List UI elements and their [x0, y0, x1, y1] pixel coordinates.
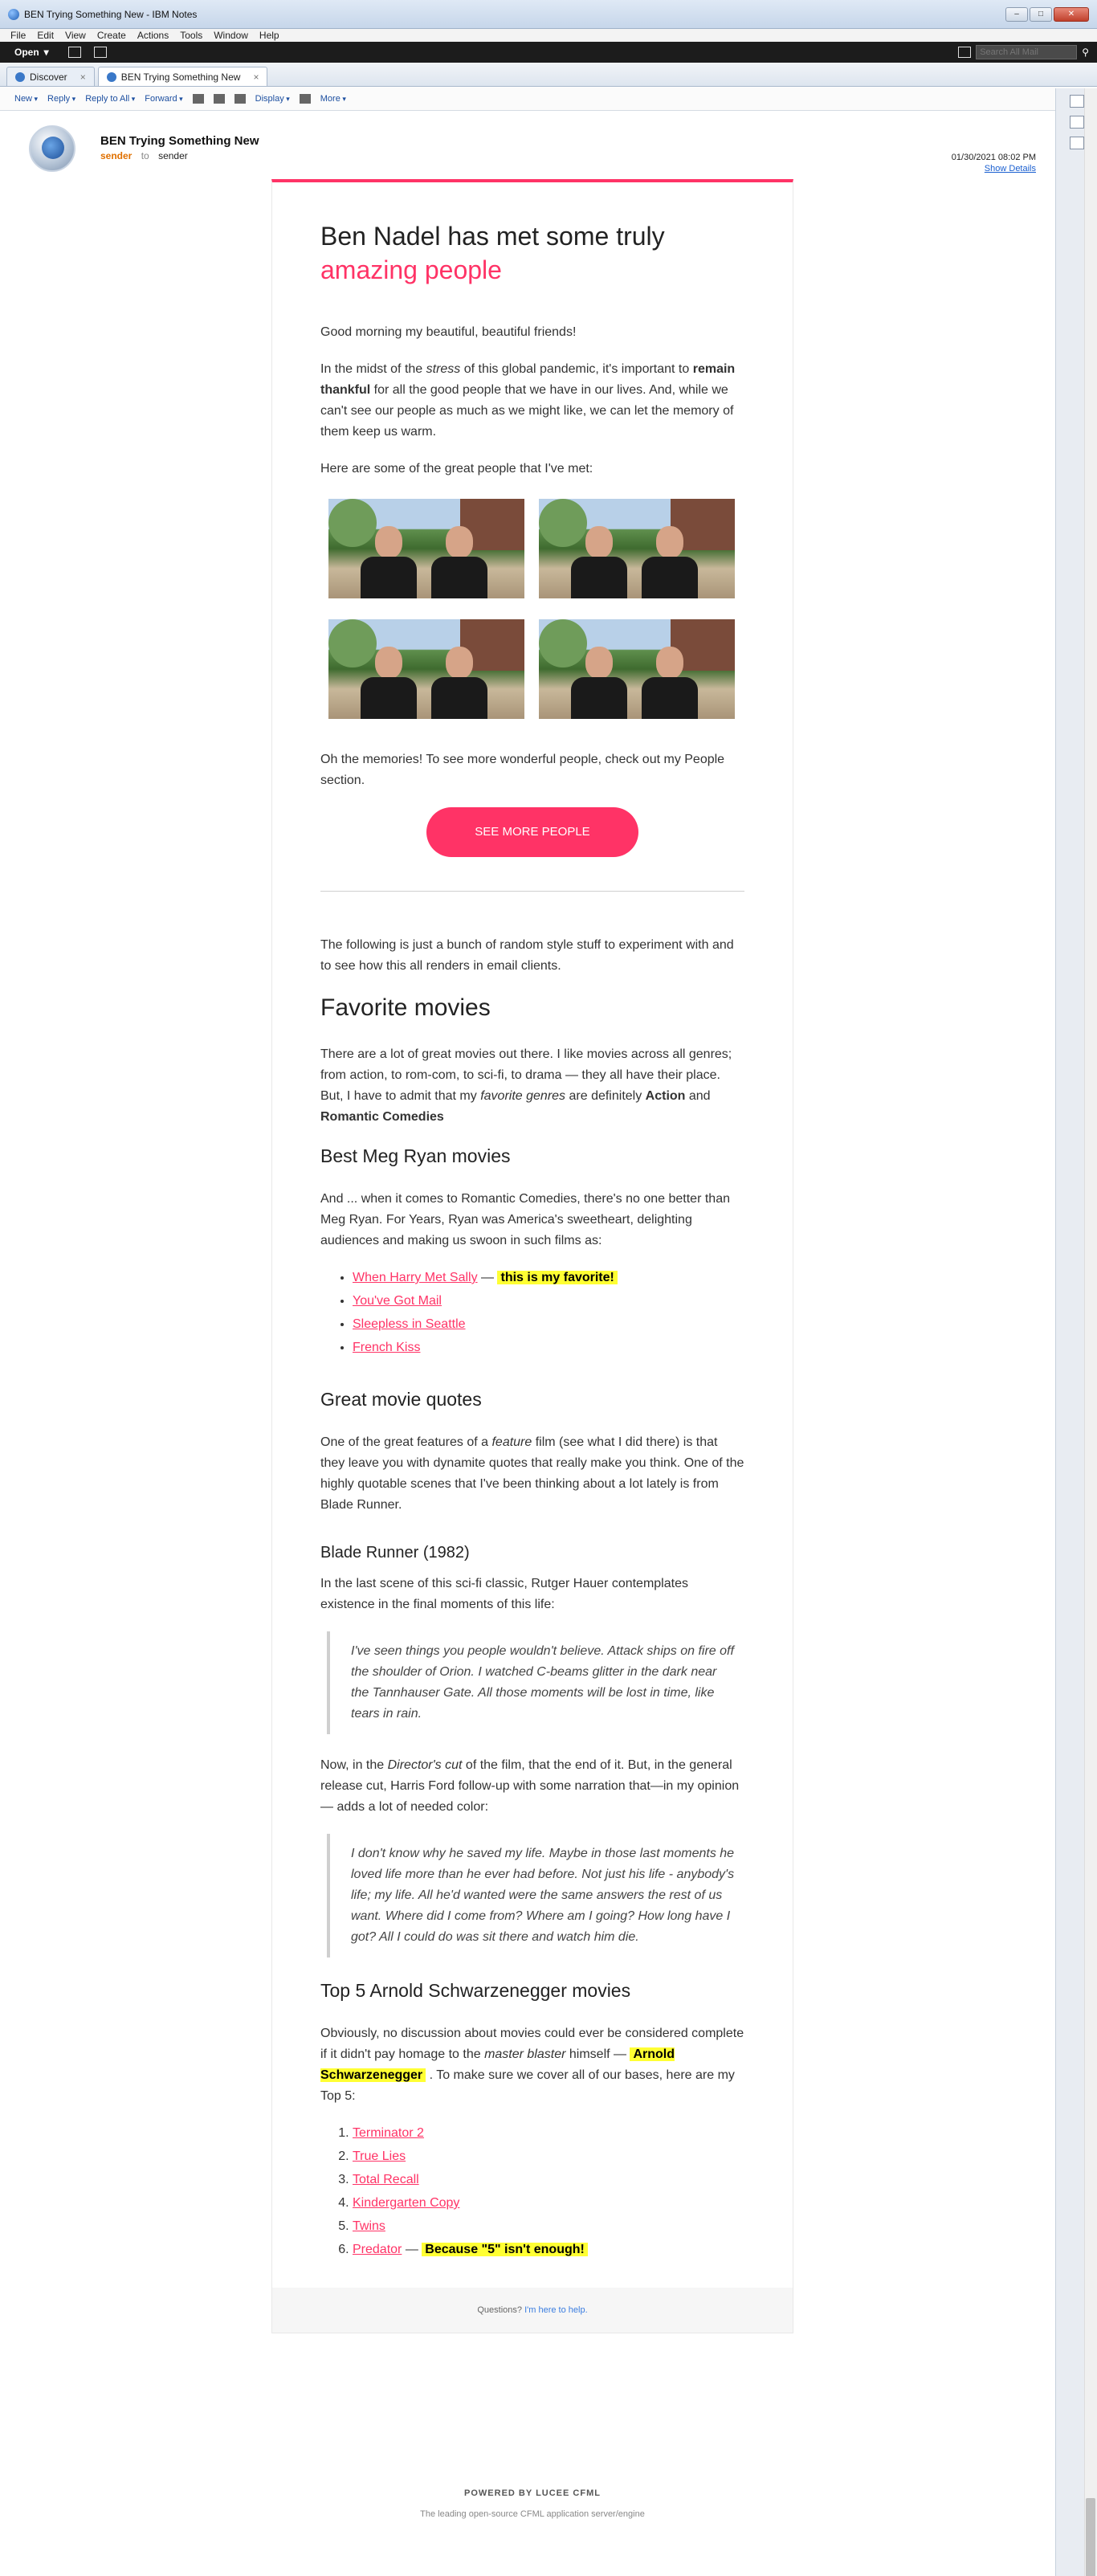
menu-window[interactable]: Window [214, 30, 248, 41]
folder-icon[interactable] [193, 94, 204, 104]
list-item [353, 2170, 744, 2190]
from-line [100, 150, 188, 161]
display-button[interactable]: Display ▾ [255, 94, 290, 104]
intro-paragraph [320, 359, 744, 443]
photo-grid [328, 499, 736, 719]
tab-bar [0, 63, 1097, 87]
menu-help[interactable]: Help [259, 30, 279, 41]
reply-all-button[interactable]: Reply to All ▾ [85, 94, 135, 104]
list-item [353, 2123, 744, 2144]
quote-tears-in-rain: I've seen things you people wouldn't believe. Attack ships on fire off the shoulder of Orion. I watched C-beams glitter in the dark near the Tannhauser Gate. All those moments will be lost in time, like tears in rain. [327, 1631, 744, 1734]
movie-link[interactable]: Twins [353, 2219, 385, 2233]
movie-quotes-heading: Great movie quotes [320, 1389, 482, 1410]
message-date: 01/30/2021 08:02 PM [951, 153, 1036, 162]
footer-question: Questions? [477, 2305, 523, 2315]
menu-edit[interactable]: Edit [37, 30, 55, 41]
quote-narration: I don't know why he saved my life. Maybe in those last moments he loved life more than he ever had before. Not just his life - anybody's life; my life. All he'd wanted were the same answers the rest of us want. Where did I come from? Where am I going? How long have I got? All I could do was sit there and watch him die. [327, 1834, 744, 1958]
avatar [29, 125, 75, 172]
menu-tools[interactable]: Tools [180, 30, 203, 41]
close-tab-icon[interactable]: × [253, 71, 259, 83]
email-footer [272, 2288, 793, 2333]
text: of this global pandemic, it's important to [460, 362, 693, 376]
text: — [402, 2243, 422, 2256]
arnold-heading: Top 5 Arnold Schwarzenegger movies [320, 1980, 631, 2001]
sender-name[interactable]: sender [100, 150, 133, 161]
menu-create[interactable]: Create [96, 30, 126, 41]
blade-runner-intro: In the last scene of this sci-fi classic, Rutger Hauer contemplates existence in the final moments of this life: [320, 1577, 688, 1611]
mail-icon[interactable] [68, 47, 81, 58]
sametime-icon[interactable] [1070, 95, 1084, 108]
hero-title [320, 219, 744, 287]
more-button[interactable]: More ▾ [320, 94, 346, 104]
menu-actions[interactable]: Actions [137, 30, 169, 41]
movie-link[interactable]: Kindergarten Copy [353, 2196, 460, 2210]
text: Obviously, no discussion about movies could ever be considered complete if it didn't pay homage to the [320, 2027, 744, 2061]
favorite-movies-heading: Favorite movies [320, 994, 491, 1021]
text-emphasis: favorite genres [480, 1089, 566, 1103]
random-paragraph: The following is just a bunch of random style stuff to experiment with and to see how this all renders in email clients. [320, 938, 734, 973]
message-subject: BEN Trying Something New [100, 134, 259, 148]
list-item [353, 2146, 744, 2167]
text-emphasis: Director's cut [387, 1758, 463, 1772]
text: One of the great features of a [320, 1435, 492, 1449]
search-input[interactable] [976, 45, 1077, 59]
movie-link[interactable]: True Lies [353, 2149, 406, 2163]
greeting: Good morning my beautiful, beautiful friends! [320, 325, 577, 339]
great-people-line: Here are some of the great people that I've met: [320, 462, 593, 476]
text-emphasis: master blaster [484, 2047, 566, 2061]
text-strong: Action [645, 1089, 686, 1103]
list-item [353, 2239, 744, 2260]
memories-paragraph: Oh the memories! To see more wonderful people, check out my People section. [320, 753, 725, 787]
calendar-side-icon[interactable] [1070, 116, 1084, 129]
tab-discover[interactable] [6, 67, 95, 86]
main-toolbar [0, 42, 1097, 63]
help-link[interactable]: I'm here to help. [524, 2305, 588, 2315]
see-more-people-button[interactable]: SEE MORE PEOPLE [426, 807, 638, 857]
forward-button[interactable]: Forward ▾ [145, 94, 182, 104]
new-button[interactable]: New ▾ [14, 94, 38, 104]
close-window-button[interactable]: ✕ [1054, 7, 1089, 22]
movie-link[interactable]: Terminator 2 [353, 2126, 424, 2140]
contacts-side-icon[interactable] [1070, 137, 1084, 149]
people-photo [539, 619, 735, 719]
people-photo [539, 499, 735, 598]
list-item [353, 1337, 744, 1358]
globe-icon [42, 137, 64, 159]
flag-icon[interactable] [214, 94, 225, 104]
favorite-highlight: this is my favorite! [497, 1271, 617, 1284]
text-strong: remain thankful [320, 362, 736, 397]
list-item [353, 2193, 744, 2214]
close-tab-icon[interactable]: × [80, 71, 86, 83]
chat-icon[interactable] [300, 94, 311, 104]
window-titlebar [0, 0, 1097, 29]
mail-icon [107, 72, 116, 82]
movie-link[interactable]: Predator [353, 2243, 402, 2256]
meg-ryan-intro: And ... when it comes to Romantic Comedies, there's no one better than Meg Ryan. For Years, Ryan was America's sweetheart, delighting audiences and making us swoon in such films as: [320, 1192, 730, 1247]
menubar [0, 29, 1097, 42]
text: . To make sure we cover all of our bases, here are my Top 5: [320, 2068, 735, 2103]
powered-by [271, 2488, 793, 2519]
text: In the midst of the [320, 362, 426, 376]
not-enough-highlight: Because "5" isn't enough! [422, 2243, 588, 2256]
movie-link[interactable]: Total Recall [353, 2173, 419, 2186]
movie-quotes-paragraph [320, 1432, 744, 1516]
text-emphasis: feature [491, 1435, 532, 1449]
action-bar [0, 87, 1097, 111]
to-word: to [141, 150, 149, 161]
list-item [353, 1268, 744, 1288]
blade-runner-heading: Blade Runner (1982) [320, 1544, 470, 1562]
reply-button[interactable]: Reply ▾ [47, 94, 75, 104]
powered-by-title: POWERED BY LUCEE CFML [464, 2488, 601, 2498]
open-button[interactable] [8, 45, 55, 59]
movie-link[interactable]: You've Got Mail [353, 1294, 442, 1308]
menu-file[interactable]: File [10, 30, 27, 41]
section-divider [320, 891, 744, 892]
movie-link[interactable]: Sleepless in Seattle [353, 1317, 466, 1331]
hero-title-line1: Ben Nadel has met some truly [320, 222, 665, 251]
list-item [353, 1291, 744, 1312]
text: and [685, 1089, 711, 1103]
open-label: Open [14, 47, 39, 58]
arnold-paragraph [320, 2023, 744, 2107]
text: of the film, that the end of it. But, in the general release cut, Harris Ford follow-up with some narration that—in my opinion— adds a lot of needed color: [320, 1758, 740, 1814]
meg-ryan-heading: Best Meg Ryan movies [320, 1145, 511, 1166]
text: — [477, 1271, 498, 1284]
people-photo [328, 499, 524, 598]
info-icon [15, 72, 25, 82]
arnold-highlight: Arnold Schwarzenegger [320, 2047, 675, 2082]
mail-scope-icon[interactable] [958, 47, 971, 58]
tab-message[interactable] [98, 67, 268, 86]
hero-title-line2: amazing people [320, 255, 502, 284]
search-icon[interactable]: ⚲ [1082, 47, 1089, 58]
text: Now, in the [320, 1758, 388, 1772]
tab-label: BEN Trying Something New [120, 71, 241, 83]
notes-app-icon [8, 9, 19, 20]
menu-view[interactable]: View [65, 30, 86, 41]
meg-ryan-list [353, 1268, 744, 1358]
delete-icon[interactable] [234, 94, 246, 104]
recipient-name[interactable]: sender [158, 150, 188, 161]
powered-by-subtitle: The leading open-source CFML application server/engine [420, 2509, 645, 2519]
text: film (see what I did there) is that they leave you with dynamite quotes that really make you think. One of the highly quotable scenes that I've been thinking about a lot lately is from Blade Runner. [320, 1435, 744, 1512]
arnold-list [353, 2123, 744, 2260]
calendar-icon[interactable] [94, 47, 107, 58]
movie-link[interactable]: When Harry Met Sally [353, 1271, 478, 1284]
text: himself — [565, 2047, 630, 2061]
show-details-link[interactable]: Show Details [984, 164, 1036, 174]
people-photo [328, 619, 524, 719]
chevron-down-icon: ▾ [43, 47, 49, 58]
text: There are a lot of great movies out there. I like movies across all genres; from action, to rom-com, to sci-fi, to drama — they all have their place. But, I have to admit that my [320, 1047, 732, 1103]
email-card [271, 179, 793, 2333]
movie-link[interactable]: French Kiss [353, 1341, 421, 1354]
directors-cut-paragraph [320, 1755, 744, 1818]
text: are definitely [565, 1089, 646, 1103]
text-emphasis: stress [426, 362, 461, 376]
date-info [952, 153, 1036, 174]
tab-label: Discover [30, 71, 67, 83]
text-strong: Romantic Comedies [320, 1110, 444, 1124]
favorite-movies-paragraph [320, 1044, 744, 1128]
text: for all the good people that we have in our lives. And, while we can't see our people as much as we might like, we can let the memory of them keep us warm. [320, 383, 734, 439]
email-content [272, 182, 793, 2260]
vertical-scrollbar[interactable] [1084, 88, 1097, 2576]
maximize-button[interactable]: □ [1030, 7, 1052, 22]
list-item [353, 1314, 744, 1335]
list-item [353, 2216, 744, 2237]
minimize-button[interactable]: – [1005, 7, 1028, 22]
window-title: BEN Trying Something New - IBM Notes [24, 8, 198, 20]
scroll-thumb[interactable] [1086, 2498, 1095, 2576]
message-header [0, 120, 1052, 185]
